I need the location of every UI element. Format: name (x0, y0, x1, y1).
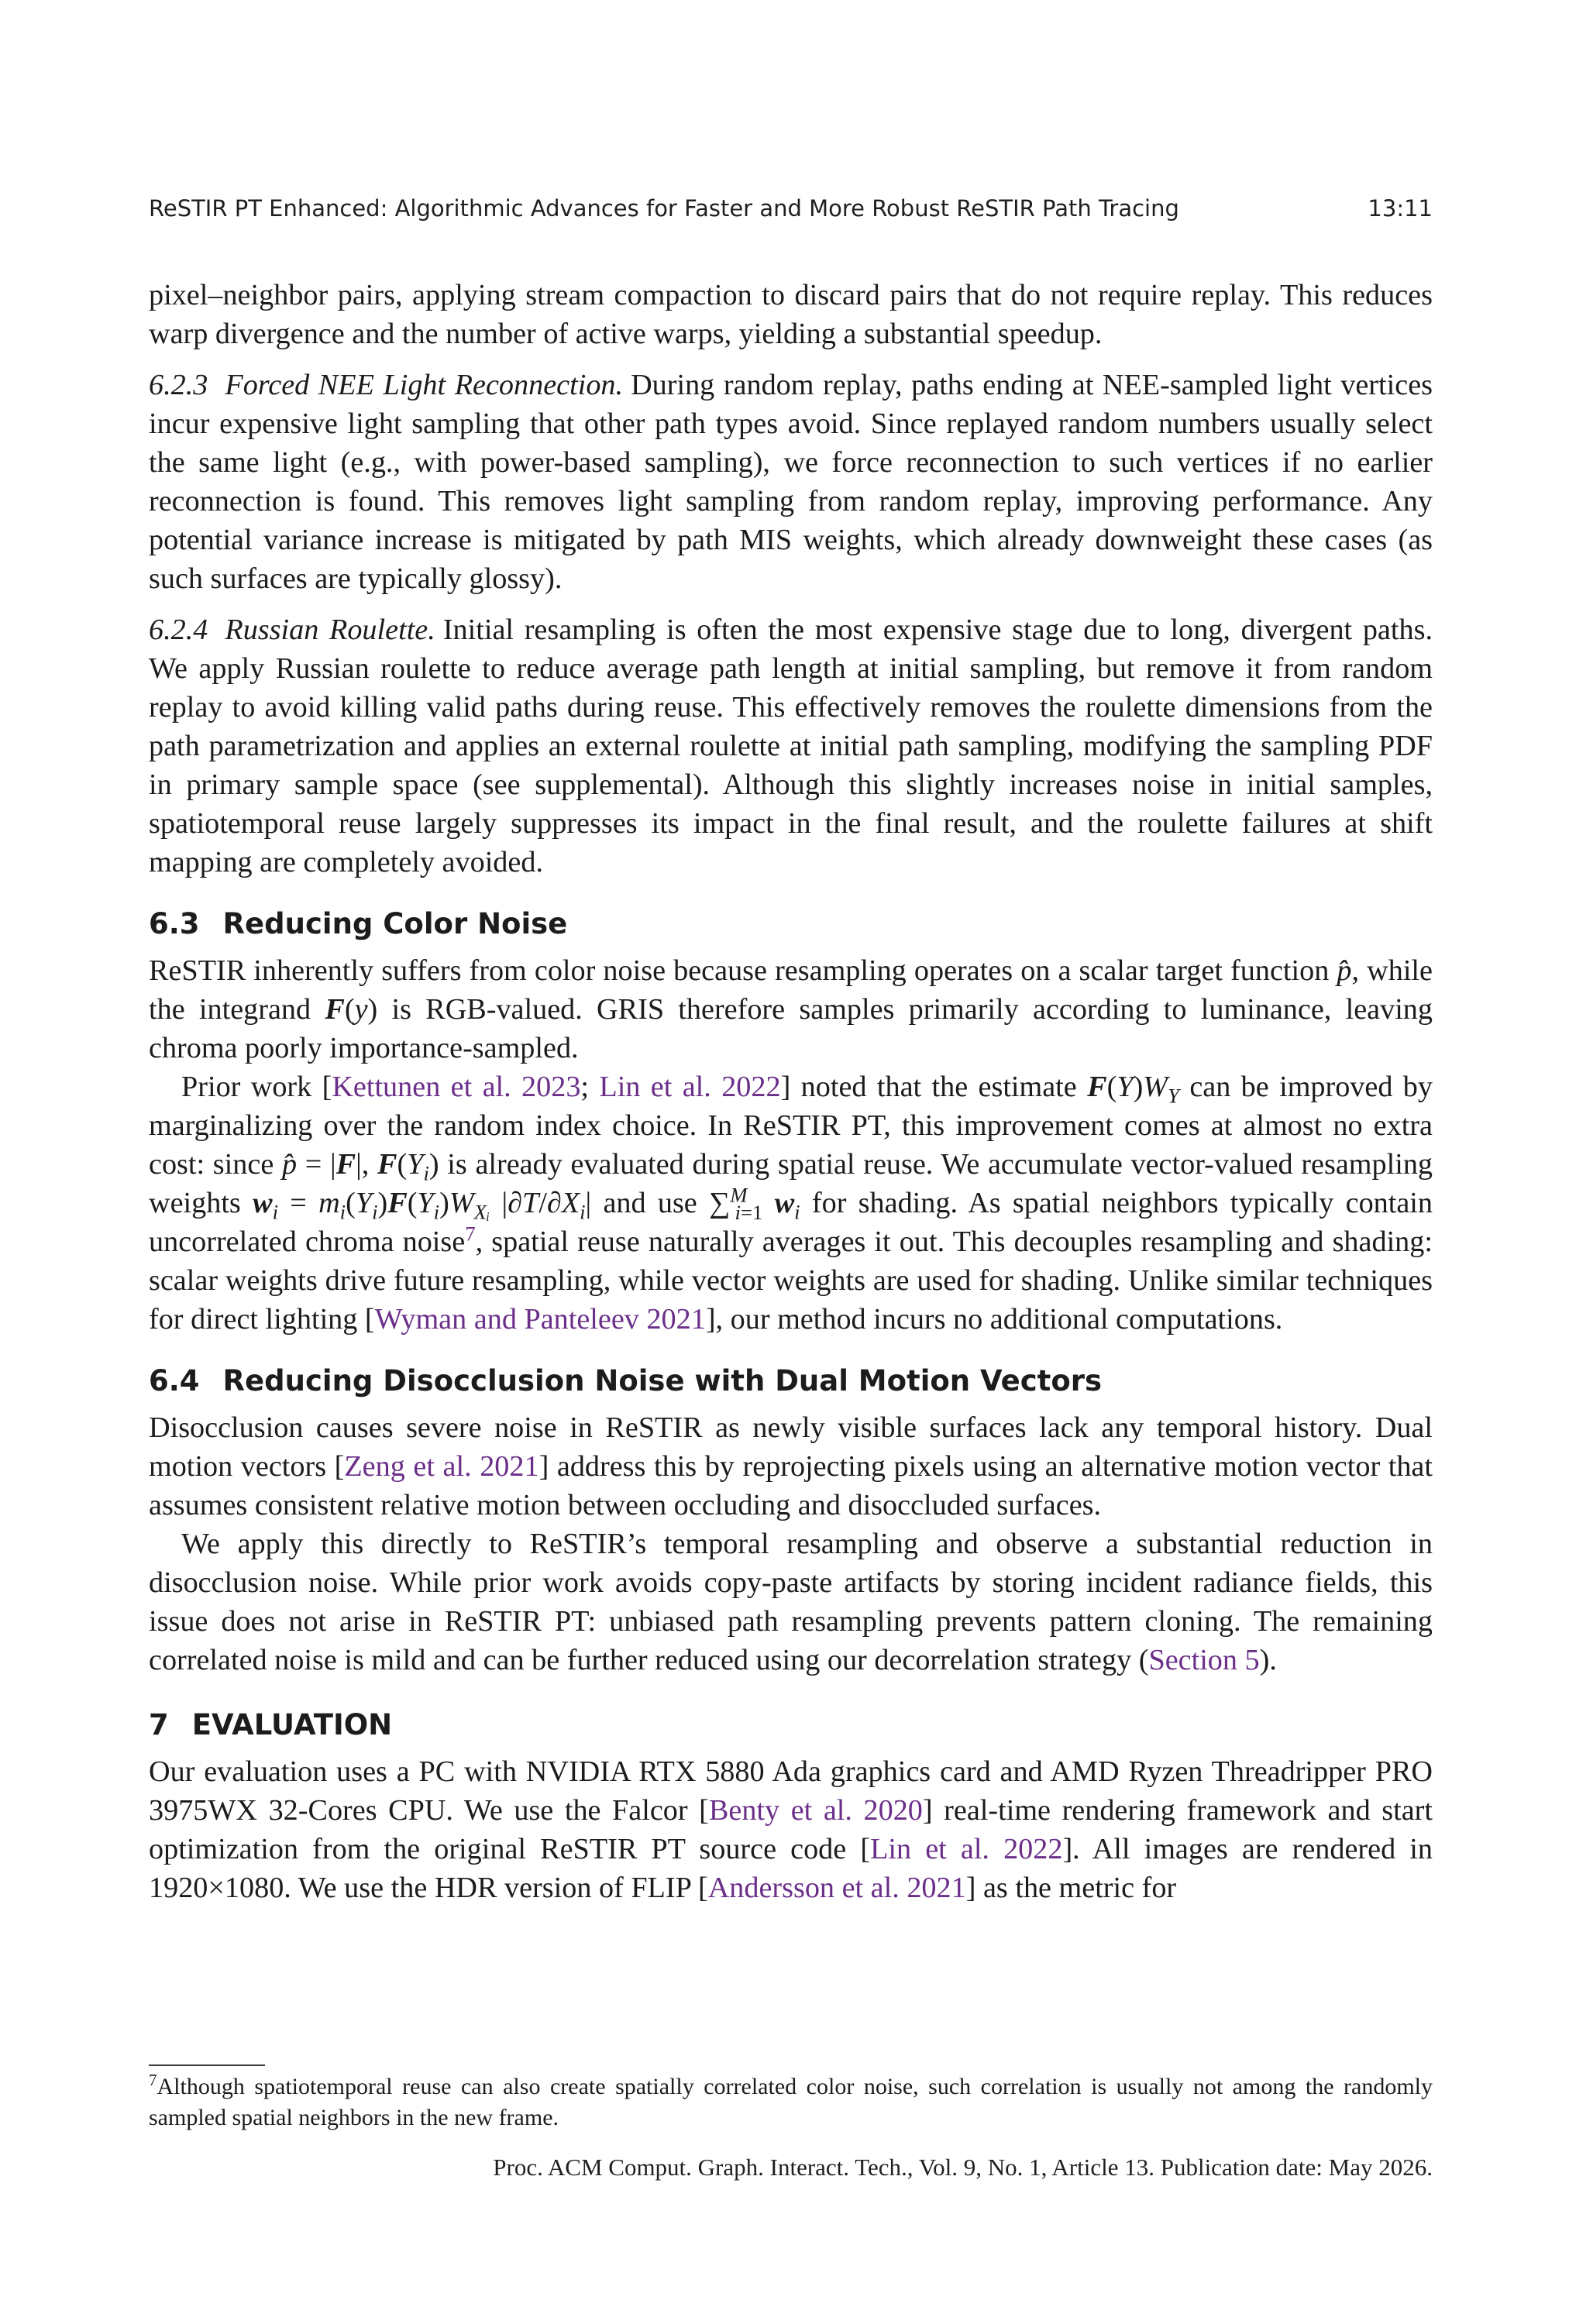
section-heading-6-4: 6.4 Reducing Disocclusion Noise with Dual Motion Vectors (149, 1364, 1103, 1397)
subsection-6-2-4: 6.2.4 Russian Roulette. Initial resampling is often the most expensive stage due to long, divergent paths. We apply Russian roulette to reduce average path length at initial sampling, but remove it from random replay to avoid killing valid paths during reuse. This effectively removes the roulette dimensions from the path parametrization and applies an external roulette at initial path sampling, modifying the sampling PDF in primary sample space (see supplemental). Although this slightly increases noise in initial samples, spatiotemporal reuse largely suppresses its impact in the final result, and the roulette failures at shift mapping are completely avoided. (149, 614, 1433, 878)
section-heading-6-3: 6.3 Reducing Color Noise (149, 907, 568, 940)
citation-link[interactable]: Zeng et al. 2021 (344, 1450, 539, 1483)
citation-link[interactable]: Lin et al. 2022 (599, 1071, 781, 1103)
math-p-hat-equals: p̂ = |F|, $F(Y_i)$ (281, 1148, 439, 1185)
math-p-hat: p̂ (1337, 954, 1352, 987)
subsection-6-2-3: 6.2.3 Forced NEE Light Reconnection. During random replay, paths ending at NEE-sampled light vertices incur expensive light sampling that other path types avoid. Since replayed random numbers usually select the same light (e.g., with power-based sampling), we force reconnection to such vertices if no earlier reconnection is found. This removes light sampling from random replay, improving performance. Any potential variance increase is mitigated by path MIS weights, which already downweight these cases (as such surfaces are typically glossy). (149, 369, 1433, 595)
section-link[interactable]: Section 5 (1148, 1644, 1260, 1676)
paragraph-disocclusion-1: Disocclusion causes severe noise in ReSTIR as newly visible surfaces lack any temporal history. Dual motion vectors [Zeng et al. 2021] address this by reprojecting pixels using an alternative motion vector that assumes consistent relative motion between occluding and disoccluded surfaces. (149, 1411, 1433, 1521)
running-title: ReSTIR PT Enhanced: Algorithmic Advances for Faster and More Robust ReSTIR Path Tracing (149, 195, 1179, 222)
paragraph-evaluation: Our evaluation uses a PC with NVIDIA RTX 5880 Ada graphics card and AMD Ryzen Threadripper PRO 3975WX 32-Cores CPU. We use the Falcor [Benty et al. 2020] real-time rendering framework and start optimization from the original ReSTIR PT source code [Lin et al. 2022]. All images are rendered in 1920×1080. We use the HDR version of FLIP [Andersson et al. 2021] as the metric for (149, 1755, 1433, 1904)
footnote-text: Although spatiotemporal reuse can also create spatially correlated color noise, such correlation is usually not among the randomly sampled spatial neighbors in the new frame. (149, 2074, 1433, 2130)
citation-link[interactable]: Andersson et al. 2021 (707, 1872, 966, 1904)
intro-paragraph: pixel–neighbor pairs, applying stream compaction to discard pairs that do not require replay. This reduces warp divergence and the number of active warps, yielding a substantial speedup. (149, 279, 1433, 350)
footnote-divider (149, 2064, 265, 2066)
body-text (149, 276, 1433, 1907)
running-header (149, 195, 1433, 222)
page-number: 13:11 (1368, 195, 1433, 222)
math-sum: ∑$^M_{i=1}$ $w_i$ (709, 1183, 800, 1224)
subsection-heading: 6.2.3 Forced NEE Light Reconnection. (149, 369, 624, 401)
citation-link[interactable]: Benty et al. 2020 (708, 1794, 923, 1827)
math-F-of-y: F(y) (325, 993, 378, 1026)
citation-link[interactable]: Kettunen et al. 2023 (332, 1071, 581, 1103)
citation-link[interactable]: Lin et al. 2022 (870, 1833, 1063, 1865)
math-weights: $w_i = m_i(Y_i)F(Y_i)W_{Xᵢ}$ $|\partial T/\partial X_i|$ (253, 1187, 592, 1224)
footnote-number: 7 (149, 2071, 157, 2089)
section-heading-7: 7 EVALUATION (149, 1708, 393, 1741)
citation-link[interactable]: Wyman and Panteleev 2021 (374, 1303, 706, 1336)
subsection-heading: 6.2.4 Russian Roulette. (149, 614, 435, 646)
footnote (149, 2071, 1433, 2133)
paragraph-disocclusion-2: We apply this directly to ReSTIR’s temporal resampling and observe a substantial reduction in disocclusion noise. While prior work avoids copy-paste artifacts by storing incident radiance fields, this issue does not arise in ReSTIR PT: unbiased path resampling prevents pattern cloning. The remaining correlated noise is mild and can be further reduced using our decorrelation strategy (Section 5). (149, 1528, 1433, 1676)
paragraph-color-noise-1: ReSTIR inherently suffers from color noise because resampling operates on a scalar target function p̂, while the integrand F(y) is RGB-valued. GRIS therefore samples primarily according to luminance, leaving chroma poorly importance-sampled. (149, 954, 1433, 1064)
paragraph-color-noise-2: Prior work [Kettunen et al. 2023; Lin et al. 2022] noted that the estimate $F(Y)W_Y$ can be improved by marginalizing over the random index choice. In ReSTIR PT, this improvement comes at almost no extra cost: since p̂ = |F|, $F(Y_i)$ is already evaluated during spatial reuse. We accumulate vector-valued resampling weights $w_i = m_i(Y_i)F(Y_i)W_{Xᵢ}$ $|\partial T/\partial X_i|$ and use ∑$^M_{i=1}$ $w_i$ for shading. As spatial neighbors typically contain uncorrelated chroma noise$^7$, spatial reuse naturally averages it out. This decouples resampling and shading: scalar weights drive future resampling, while vector weights are used for shading. Unlike similar techniques for direct lighting [Wyman and Panteleev 2021], our method incurs no additional computations. (149, 1071, 1433, 1336)
journal-footer: Proc. ACM Comput. Graph. Interact. Tech., Vol. 9, No. 1, Article 13. Publication date: May 2026. (493, 2154, 1433, 2181)
footnote-mark[interactable]: 7 (465, 1222, 476, 1246)
math-estimate: $F(Y)W_Y$ (1087, 1071, 1179, 1108)
